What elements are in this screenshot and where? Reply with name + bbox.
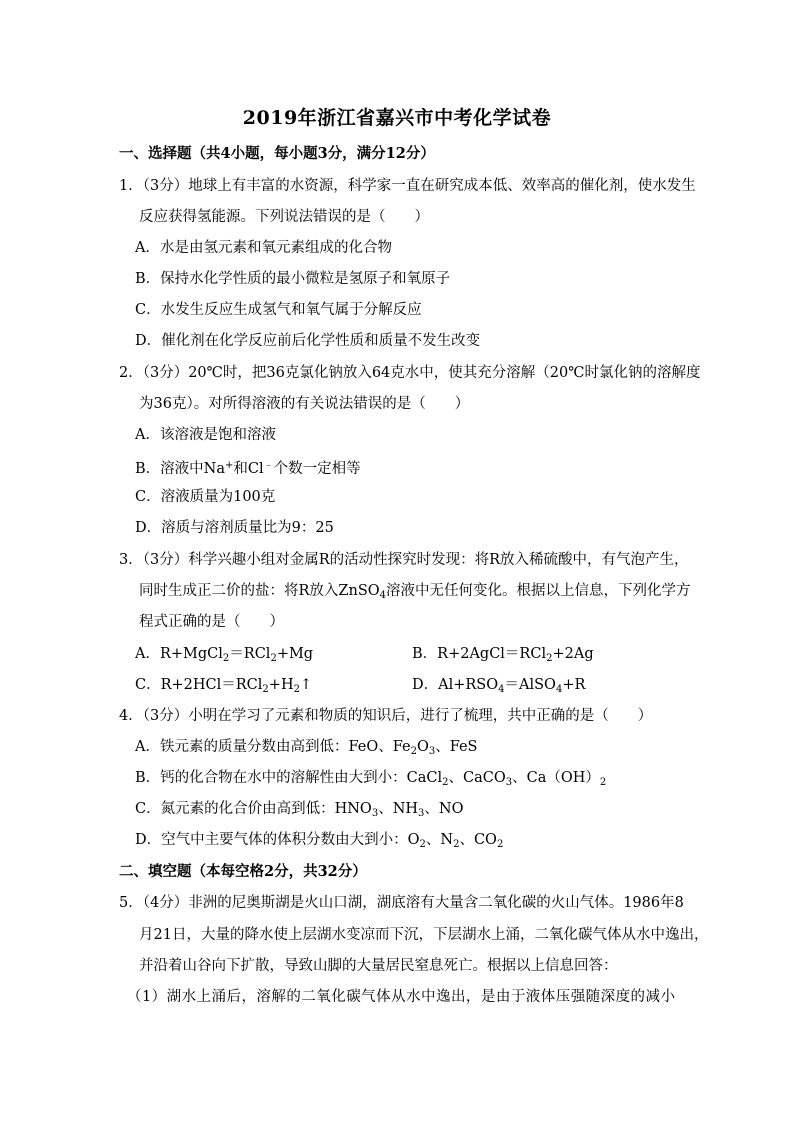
q3-option-a: A．R+MgCl$_2$＝RCl$_2$+Mg	[135, 646, 314, 664]
q1-option-b: B．保持水化学性质的最小微粒是氢原子和氧原子	[135, 271, 451, 287]
q2-option-a: A．该溶液是饱和溶液	[135, 427, 276, 443]
section-heading-fill: 二、填空题（本每空格2分，共32分）	[119, 863, 367, 880]
q4-stem-line1: 4．（3分）小明在学习了元素和物质的知识后，进行了梳理，共中正确的是（ ）	[119, 708, 653, 724]
q4-option-b: B．钙的化合物在水中的溶解性由大到小：CaCl$_2$、CaCO$_3$、$Ca(OH)_2$	[135, 770, 607, 788]
q1-option-c: C．水发生反应生成氢气和氧气属于分解反应	[135, 302, 422, 318]
section-heading-choice: 一、选择题（共4小题，每小题3分，满分12分）	[119, 145, 435, 162]
q5-subquestion-1: （1）湖水上涌后，溶解的二氧化碳气体从水中逸出，是由于液体压强随深度的减小	[127, 989, 675, 1005]
q1-option-d: D．催化剂在化学反应前后化学性质和质量不发生改变	[135, 333, 481, 349]
q3-stem-line2: 同时生成正二价的盐：将R放入ZnSO$_4$溶液中无任何变化。根据以上信息，下列化学方	[139, 583, 691, 601]
q1-option-a: A．水是由氢元素和氧元素组成的化合物	[135, 240, 392, 256]
q2-option-d: D．溶质与溶剂质量比为9：25	[135, 520, 334, 536]
q3-option-b: B．R+2AgCl＝RCl$_2$+2Ag	[412, 646, 594, 664]
q1-stem-line2: 反应获得氢能源。下列说法错误的是（ ）	[139, 209, 429, 225]
page-title: 2019年浙江省嘉兴市中考化学试卷	[242, 107, 552, 129]
q2-option-b: B．溶液中Na+和Cl﹣个数一定相等	[135, 460, 361, 477]
q1-stem-line1: 1．（3分）地球上有丰富的水资源，科学家一直在研究成本低、效率高的催化剂，使水发生	[119, 178, 696, 194]
q3-stem-line3: 程式正确的是（ ）	[139, 614, 284, 630]
q4-option-a: A．铁元素的质量分数由高到低：FeO、$Fe_2O_3$、FeS	[135, 739, 478, 757]
q3-option-d: D．$Al+RSO_4=AlSO_4+R$	[412, 677, 586, 695]
q2-stem-line1: 2．（3分）20℃时，把36克氯化钠放入64克水中，使其充分溶解（20℃时氯化钠的溶解度	[119, 365, 701, 381]
q2-option-c: C．溶液质量为100克	[135, 489, 276, 505]
q4-option-d: D．空气中主要气体的体积分数由大到小：$O_2$、$N_2$、$CO_2$	[135, 832, 504, 850]
q5-stem-line2: 月21日，大量的降水使上层湖水变凉而下沉，下层湖水上涌，二氧化碳气体从水中逸出，	[139, 927, 709, 943]
q5-stem-line3: 并沿着山谷向下扩散，导致山脚的大量居民窒息死亡。根据以上信息回答：	[139, 958, 618, 974]
q2-stem-line2: 为36克）。对所得溶液的有关说法错误的是（ ）	[139, 396, 470, 412]
q3-option-c: C．$R+2HCl=RCl_2+H_2↑$	[135, 677, 313, 695]
q3-stem-line1: 3．（3分）科学兴趣小组对金属R的活动性探究时发现：将R放入稀硫酸中，有气泡产生，	[119, 552, 689, 568]
q5-stem-line1: 5．（4分）非洲的尼奥斯湖是火山口湖，湖底溶有大量含二氧化碳的火山气体。1986年8	[119, 895, 684, 911]
q4-option-c: C．氮元素的化合价由高到低：$HNO_3$、$NH_3$、NO	[135, 801, 464, 819]
